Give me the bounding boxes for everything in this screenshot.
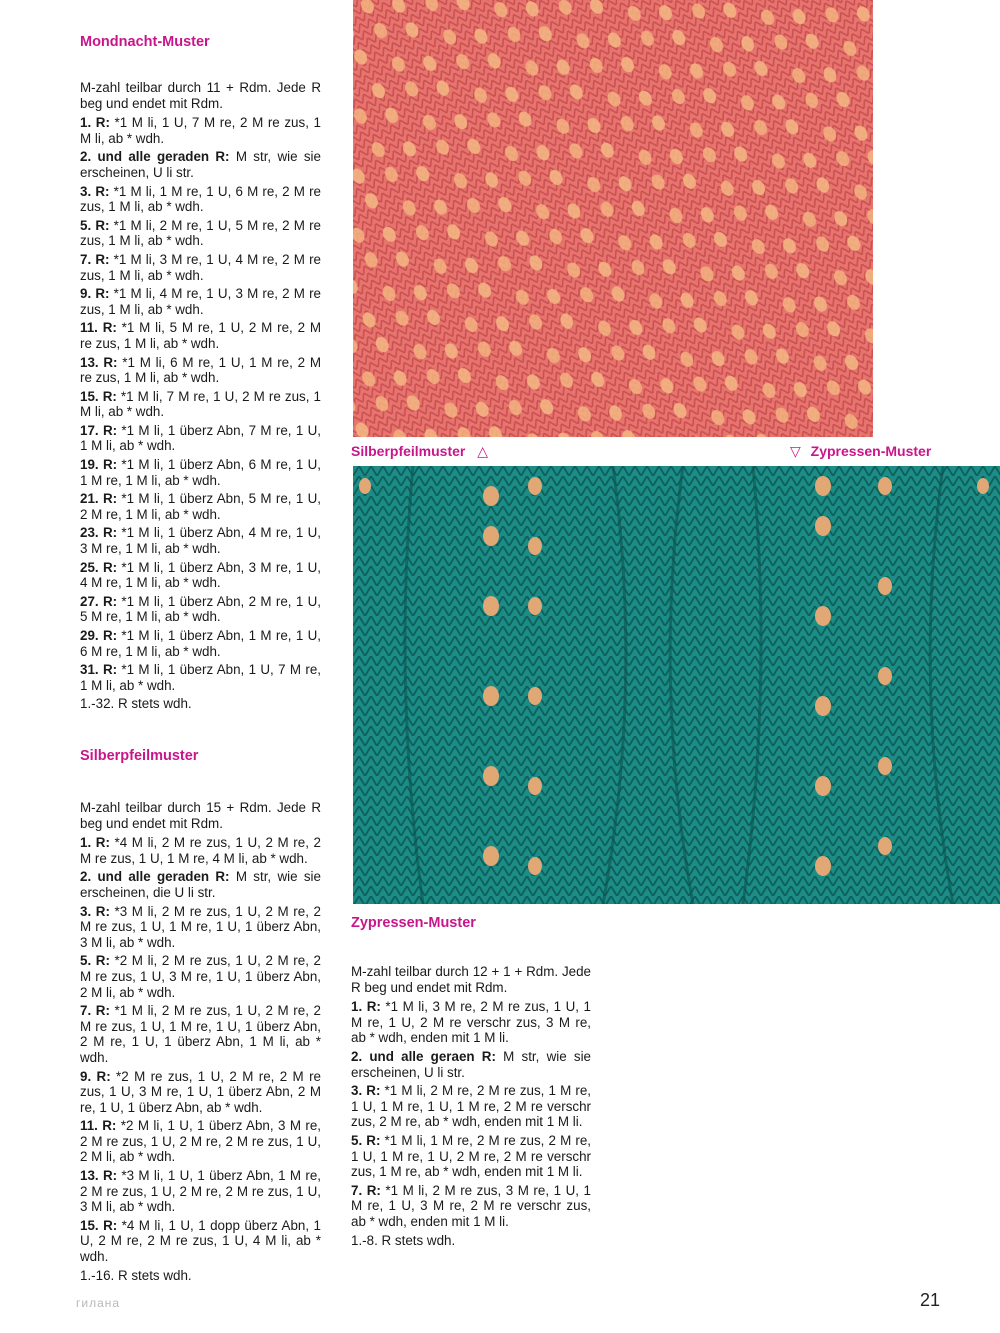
row-label: 7. R: (351, 1182, 381, 1198)
row-text: *1 M li, 1 überz Abn, 2 M re, 1 U, 5 M re, 1 M li, ab * wdh. (80, 593, 321, 625)
row-label: 7. R: (80, 1003, 110, 1019)
triangle-up-icon: △ (477, 443, 489, 459)
row-text: *1 M li, 1 überz Abn, 1 M re, 1 U, 6 M re, 1 M li, ab * wdh. (80, 628, 321, 659)
mondnacht-rows (80, 115, 321, 693)
row-label: 29. R: (80, 628, 118, 643)
instruction-row (80, 252, 321, 283)
instruction-row (80, 560, 321, 591)
mondnacht-intro: M-zahl teilbar durch 11 + Rdm. Jede R beg und endet mit Rdm. (80, 80, 321, 111)
row-label: 13. R: (80, 1168, 118, 1184)
instruction-row (351, 1183, 591, 1230)
instruction-row (80, 149, 321, 180)
instruction-row (80, 628, 321, 659)
row-text: *1 M li, 2 M re zus, 1 U, 2 M re, 2 M re zus, 1 U, 1 M re, 1 U, 1 überz Abn, 2 M re, 1 U, 1 überz Abn, 1 M li, ab * wdh. (80, 1003, 321, 1065)
instruction-row (80, 1168, 321, 1215)
instruction-row (80, 389, 321, 420)
row-text: M str, wie sie erscheinen, die U li str. (80, 869, 321, 900)
row-label: 23. R: (80, 525, 118, 541)
silberpfeil-title: Silberpfeilmuster (80, 748, 199, 764)
silberpfeil-photo (353, 0, 873, 437)
instruction-row (80, 423, 321, 454)
row-text: *1 M li, 3 M re, 2 M re zus, 1 U, 1 M re, 1 U, 2 M re verschr zus, 3 M re, ab * wdh, enden mit 1 M li. (351, 999, 591, 1046)
watermark: гилана (76, 1296, 121, 1310)
instruction-row (80, 184, 321, 215)
row-label: 15. R: (80, 388, 117, 404)
row-label: 21. R: (80, 491, 118, 507)
row-label: 2. und alle geraden R: (80, 149, 230, 165)
row-label: 1. R: (351, 999, 381, 1015)
row-text: *1 M li, 1 überz Abn, 4 M re, 1 U, 3 M re, 1 M li, ab * wdh. (80, 525, 321, 557)
silberpfeil-rows (80, 835, 321, 1264)
row-label: 9. R: (80, 1068, 111, 1084)
row-label: 25. R: (80, 559, 118, 575)
row-label: 5. R: (351, 1132, 381, 1148)
row-text: *3 M li, 1 U, 1 überz Abn, 1 M re, 2 M re zus, 1 U, 2 M re, 2 M re zus, 1 U, 3 M li, ab * wdh. (80, 1168, 321, 1215)
row-label: 11. R: (80, 1118, 117, 1134)
row-text: *1 M li, 1 überz Abn, 5 M re, 1 U, 2 M re, 1 M li, ab * wdh. (80, 491, 321, 522)
row-label: 1. R: (80, 835, 110, 851)
row-text: M str, wie sie erscheinen, U li str. (351, 1048, 592, 1080)
instruction-row (80, 525, 321, 556)
instruction-row (351, 999, 591, 1046)
zypressen-intro: M-zahl teilbar durch 12 + 1 + Rdm. Jede R beg und endet mit Rdm. (351, 964, 591, 995)
row-text: *1 M li, 4 M re, 1 U, 3 M re, 2 M re zus, 1 M li, ab * wdh. (80, 286, 321, 317)
page-number: 21 (919, 1290, 940, 1310)
row-text: *4 M li, 2 M re zus, 1 U, 2 M re, 2 M re zus, 1 U, 1 M re, 4 M li, ab * wdh. (80, 835, 321, 866)
instruction-row (80, 1069, 321, 1116)
row-label: 3. R: (80, 183, 110, 199)
row-text: *2 M li, 1 U, 1 überz Abn, 3 M re, 2 M re zus, 1 U, 2 M re, 2 M re zus, 1 U, 2 M li, ab * wdh. (80, 1118, 321, 1165)
instruction-row (80, 355, 321, 386)
zypressen-instructions (351, 964, 591, 1251)
instruction-row (80, 953, 321, 1000)
row-text: *1 M li, 1 überz Abn, 6 M re, 1 U, 1 M re, 1 M li, ab * wdh. (80, 457, 321, 488)
row-text: *1 M li, 1 überz Abn, 7 M re, 1 U, 1 M li, ab * wdh. (80, 422, 321, 454)
instruction-row (80, 835, 321, 866)
row-label: 5. R: (80, 953, 110, 969)
row-label: 3. R: (351, 1083, 381, 1099)
row-text: *2 M li, 2 M re zus, 1 U, 2 M re, 2 M re zus, 1 U, 3 M re, 1 U, 1 überz Abn, 2 M li, ab * wdh. (80, 953, 321, 1000)
row-text: *1 M li, 1 M re, 2 M re zus, 2 M re, 1 U, 1 M re, 1 U, 2 M re, 2 M re verschr zus, 1 M re, ab * wdh, enden mit 1 M li. (351, 1132, 591, 1180)
row-text: *1 M li, 5 M re, 1 U, 2 M re, 2 M re zus, 1 M li, ab * wdh. (80, 320, 321, 351)
row-text: *4 M li, 1 U, 1 dopp überz Abn, 1 U, 2 M re, 2 M re zus, 1 U, 4 M li, ab * wdh. (80, 1217, 322, 1265)
mondnacht-title: Mondnacht-Muster (80, 34, 210, 50)
caption-silberpfeil (351, 443, 488, 460)
instruction-row (80, 904, 321, 951)
instruction-row (80, 457, 321, 488)
instruction-row (80, 115, 321, 146)
instruction-row (351, 1133, 591, 1180)
row-label: 1. R: (80, 115, 110, 131)
row-label: 2. und alle geraden R: (80, 869, 230, 885)
silberpfeil-outro: 1.-16. R stets wdh. (80, 1267, 192, 1283)
instruction-row (80, 286, 321, 317)
row-text: *3 M li, 2 M re zus, 1 U, 2 M re, 2 M re zus, 1 U, 1 M re, 1 U, 1 überz Abn, 3 M li, ab * wdh. (80, 903, 321, 950)
row-label: 2. und alle geraen R: (351, 1048, 496, 1064)
row-label: 5. R: (80, 217, 110, 233)
row-text: *1 M li, 2 M re, 2 M re zus, 1 M re, 1 U, 1 M re, 1 U, 1 M re, 2 M re verschr zus, 2 M re, ab * wdh, enden mit 1 M li. (351, 1083, 591, 1130)
zypressen-outro: 1.-8. R stets wdh. (351, 1232, 456, 1248)
row-text: *1 M li, 6 M re, 1 U, 1 M re, 2 M re zus, 1 M li, ab * wdh. (80, 354, 322, 386)
instruction-row (80, 1118, 321, 1165)
row-text: *1 M li, 2 M re zus, 3 M re, 1 U, 1 M re, 1 U, 3 M re, 2 M re verschr zus, ab * wdh, enden mit 1 M li. (351, 1182, 591, 1229)
row-text: *2 M re zus, 1 U, 2 M re, 2 M re zus, 1 U, 3 M re, 1 U, 1 überz Abn, 2 M re, 1 U, 1 überz Abn, ab * wdh. (80, 1068, 321, 1115)
instruction-row (80, 662, 321, 693)
caption-zypressen (790, 443, 931, 460)
pink-knit-texture (353, 0, 873, 437)
row-label: 13. R: (80, 354, 118, 370)
row-label: 19. R: (80, 457, 118, 473)
instruction-row (80, 594, 321, 625)
row-label: 31. R: (80, 662, 118, 678)
row-label: 7. R: (80, 251, 110, 267)
row-label: 9. R: (80, 286, 110, 302)
row-text: *1 M li, 3 M re, 1 U, 4 M re, 2 M re zus, 1 M li, ab * wdh. (80, 251, 321, 283)
row-label: 27. R: (80, 593, 118, 609)
silberpfeil-intro: M-zahl teilbar durch 15 + Rdm. Jede R beg und endet mit Rdm. (80, 800, 321, 831)
caption-zypressen-label: Zypressen-Muster (810, 443, 932, 459)
instruction-row (80, 320, 321, 351)
triangle-down-icon: ▽ (790, 443, 801, 459)
instruction-row (351, 1049, 591, 1080)
row-label: 11. R: (80, 320, 117, 336)
row-text: M str, wie sie erscheinen, U li str. (80, 149, 321, 180)
instruction-row (80, 1003, 321, 1065)
mondnacht-outro: 1.-32. R stets wdh. (80, 696, 192, 712)
row-label: 17. R: (80, 422, 118, 438)
row-text: *1 M li, 7 M re, 1 U, 2 M re zus, 1 M li, ab * wdh. (80, 388, 322, 420)
caption-silberpfeil-label: Silberpfeilmuster (351, 443, 466, 459)
zypressen-rows (351, 999, 591, 1229)
zypressen-title: Zypressen-Muster (351, 915, 476, 931)
instruction-row (351, 1083, 591, 1130)
instruction-row (80, 1218, 321, 1265)
row-text: *1 M li, 2 M re, 1 U, 5 M re, 2 M re zus, 1 M li, ab * wdh. (80, 217, 321, 249)
zypressen-photo (353, 466, 1000, 904)
row-text: *1 M li, 1 überz Abn, 1 U, 7 M re, 1 M li, ab * wdh. (80, 662, 321, 693)
silberpfeil-instructions (80, 800, 321, 1286)
instruction-row (80, 869, 321, 900)
row-text: *1 M li, 1 U, 7 M re, 2 M re zus, 1 M li, ab * wdh. (80, 115, 321, 146)
row-text: *1 M li, 1 M re, 1 U, 6 M re, 2 M re zus, 1 M li, ab * wdh. (80, 183, 321, 215)
instruction-row (80, 491, 321, 522)
row-text: *1 M li, 1 überz Abn, 3 M re, 1 U, 4 M re, 1 M li, ab * wdh. (80, 559, 321, 591)
row-label: 15. R: (80, 1217, 118, 1233)
row-label: 3. R: (80, 903, 110, 919)
instruction-row (80, 218, 321, 249)
mondnacht-instructions (80, 80, 321, 715)
teal-knit-texture (353, 466, 1000, 904)
